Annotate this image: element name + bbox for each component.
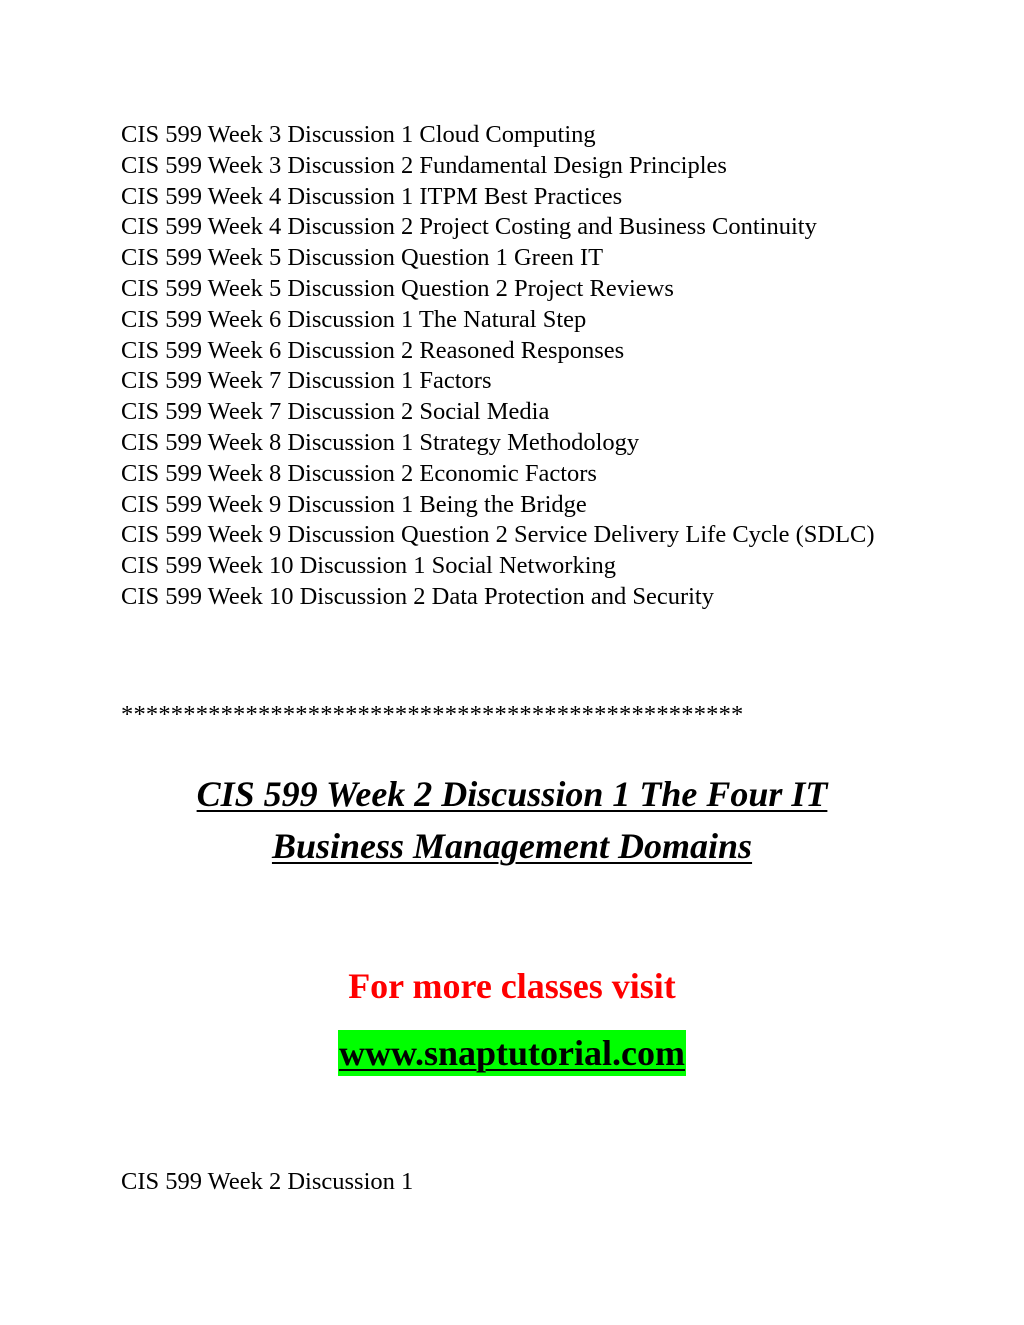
- page-title: [112, 768, 912, 872]
- asterisk-separator: **************************************************: [121, 701, 744, 728]
- list-item: CIS 599 Week 6 Discussion 1 The Natural Step: [121, 305, 587, 333]
- list-item: CIS 599 Week 5 Discussion Question 2 Project Reviews: [121, 274, 674, 302]
- list-item: CIS 599 Week 10 Discussion 1 Social Networking: [121, 552, 617, 580]
- page-title-line-2: Business Management Domains: [271, 826, 753, 866]
- course-list: [121, 120, 901, 613]
- list-item: CIS 599 Week 7 Discussion 1 Factors: [121, 367, 492, 395]
- list-item: CIS 599 Week 10 Discussion 2 Data Protection and Security: [121, 582, 714, 610]
- list-item: CIS 599 Week 7 Discussion 2 Social Media: [121, 398, 550, 426]
- list-item: CIS 599 Week 3 Discussion 2 Fundamental Design Principles: [121, 151, 727, 179]
- page-title-line-1: CIS 599 Week 2 Discussion 1 The Four IT: [196, 774, 828, 814]
- list-item: CIS 599 Week 4 Discussion 2 Project Costing and Business Continuity: [121, 213, 817, 241]
- list-item: CIS 599 Week 8 Discussion 2 Economic Factors: [121, 459, 597, 487]
- section-label: CIS 599 Week 2 Discussion 1: [121, 1168, 414, 1195]
- list-item: CIS 599 Week 6 Discussion 2 Reasoned Responses: [121, 336, 625, 364]
- promo-link-container: [112, 1030, 912, 1076]
- list-item: CIS 599 Week 4 Discussion 1 ITPM Best Practices: [121, 182, 623, 210]
- promo-text: For more classes visit: [348, 966, 676, 1006]
- list-item: CIS 599 Week 3 Discussion 1 Cloud Computing: [121, 121, 596, 148]
- list-item: CIS 599 Week 9 Discussion 1 Being the Bridge: [121, 490, 587, 518]
- website-link[interactable]: www.snaptutorial.com: [338, 1030, 686, 1076]
- list-item: CIS 599 Week 5 Discussion Question 1 Green IT: [121, 244, 604, 272]
- list-item: CIS 599 Week 9 Discussion Question 2 Service Delivery Life Cycle (SDLC): [121, 521, 875, 549]
- list-item: CIS 599 Week 8 Discussion 1 Strategy Methodology: [121, 428, 640, 456]
